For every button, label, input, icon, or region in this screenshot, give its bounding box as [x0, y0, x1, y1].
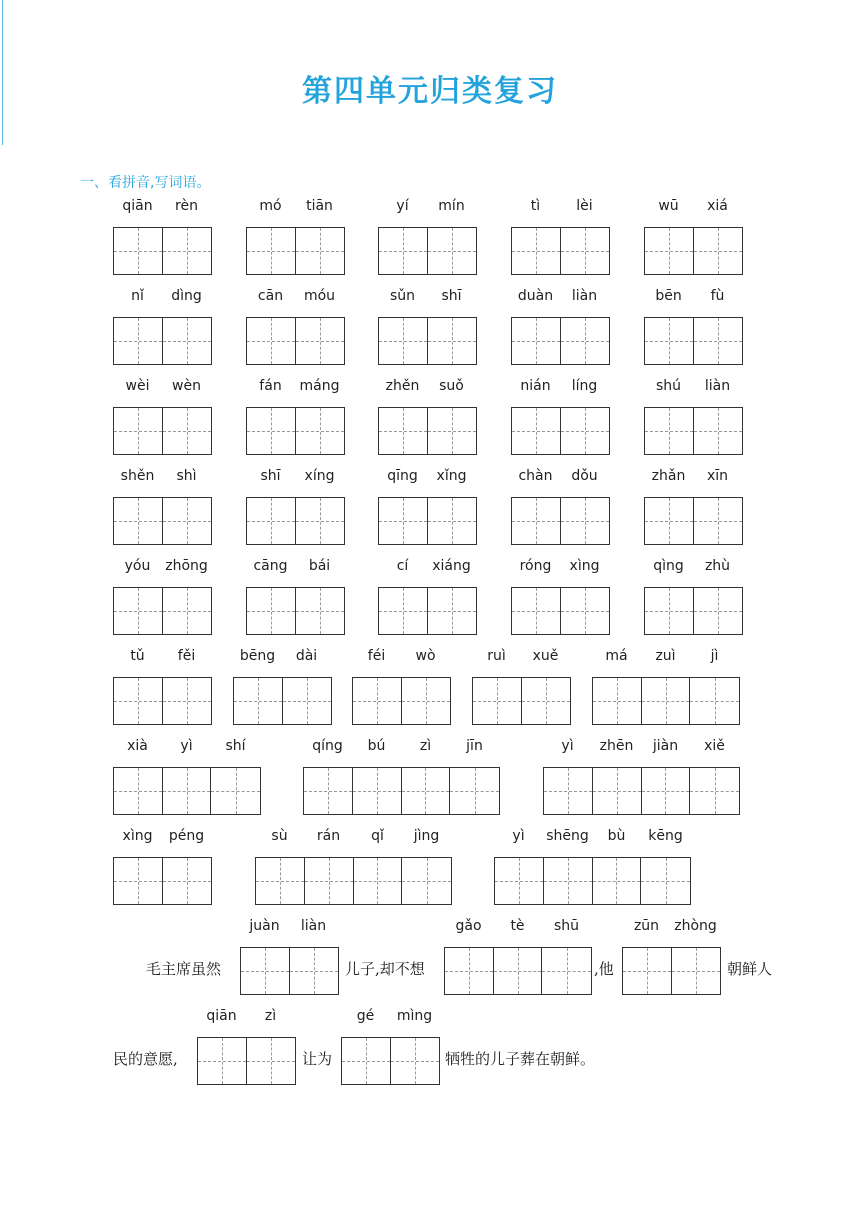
writing-cell[interactable] — [428, 588, 477, 634]
tianzige-grid[interactable] — [197, 1037, 296, 1085]
writing-cell[interactable] — [198, 1038, 247, 1084]
pinyin-syllable: mó — [259, 198, 282, 214]
writing-cell[interactable] — [114, 768, 163, 814]
writing-cell[interactable] — [623, 948, 672, 994]
writing-cell[interactable] — [342, 1038, 391, 1084]
writing-cell[interactable] — [296, 318, 345, 364]
pinyin-syllable: máng — [299, 378, 340, 394]
tianzige-grid[interactable] — [246, 227, 345, 275]
tianzige-grid[interactable] — [113, 677, 212, 725]
sentence-line-2 — [0, 1008, 860, 1098]
tianzige-grid[interactable] — [644, 497, 743, 545]
writing-cell[interactable] — [305, 858, 354, 904]
writing-cell[interactable] — [296, 588, 345, 634]
pinyin-line — [255, 828, 452, 848]
writing-cell[interactable] — [642, 678, 691, 724]
writing-cell[interactable] — [561, 588, 610, 634]
writing-cell[interactable] — [114, 318, 163, 364]
pinyin-syllable: zhǎn — [651, 468, 686, 484]
writing-cell[interactable] — [542, 948, 591, 994]
writing-cell[interactable] — [163, 588, 212, 634]
pinyin-syllable: xiáng — [432, 558, 471, 574]
writing-cell[interactable] — [114, 678, 163, 724]
tianzige-grid[interactable] — [113, 317, 212, 365]
pinyin-syllable: zì — [264, 1008, 277, 1024]
tianzige-grid[interactable] — [113, 857, 212, 905]
pinyin-syllable: tǔ — [130, 648, 145, 664]
writing-cell[interactable] — [241, 948, 290, 994]
pinyin-syllable: xǐng — [436, 468, 467, 484]
tianzige-grid[interactable] — [240, 947, 339, 995]
pinyin-line — [511, 288, 610, 308]
pinyin-line — [511, 198, 610, 218]
writing-cell[interactable] — [402, 678, 451, 724]
writing-cell[interactable] — [402, 858, 451, 904]
pinyin-syllable: fù — [710, 288, 725, 304]
pinyin-syllable: cān — [257, 288, 284, 304]
tianzige-grid[interactable] — [494, 857, 691, 905]
pinyin-line — [113, 378, 212, 398]
tianzige-grid[interactable] — [592, 677, 740, 725]
writing-cell[interactable] — [256, 858, 305, 904]
exercise-row — [0, 558, 860, 648]
tianzige-grid[interactable] — [113, 497, 212, 545]
pinyin-syllable: shū — [553, 918, 580, 934]
writing-cell[interactable] — [694, 408, 743, 454]
writing-cell[interactable] — [561, 498, 610, 544]
tianzige-grid[interactable] — [113, 227, 212, 275]
pinyin-line — [644, 288, 743, 308]
writing-cell[interactable] — [163, 318, 212, 364]
tianzige-grid[interactable] — [352, 677, 451, 725]
pinyin-syllable: shěn — [120, 468, 155, 484]
writing-cell[interactable] — [690, 678, 739, 724]
pinyin-syllable: shú — [655, 378, 682, 394]
sentence-text: 毛主席虽然 — [146, 960, 222, 978]
page-title: 第四单元归类复习 — [302, 74, 558, 109]
sentence-line-1 — [0, 918, 860, 1008]
pinyin-syllable: bú — [367, 738, 386, 754]
writing-cell[interactable] — [379, 318, 428, 364]
writing-cell[interactable] — [163, 678, 212, 724]
pinyin-line — [592, 648, 740, 668]
writing-cell[interactable] — [114, 228, 163, 274]
tianzige-grid[interactable] — [246, 317, 345, 365]
tianzige-grid[interactable] — [622, 947, 721, 995]
pinyin-syllable: zhēn — [599, 738, 634, 754]
writing-cell[interactable] — [296, 228, 345, 274]
pinyin-line — [378, 558, 477, 578]
pinyin-syllable: qiān — [122, 198, 153, 214]
writing-cell[interactable] — [641, 858, 690, 904]
pinyin-syllable: zhòng — [674, 918, 717, 934]
tianzige-grid[interactable] — [644, 317, 743, 365]
pinyin-syllable: zhěn — [385, 378, 420, 394]
section-heading: 一、看拼音,写词语。 — [80, 175, 211, 191]
tianzige-grid[interactable] — [378, 587, 477, 635]
pinyin-syllable: má — [605, 648, 628, 664]
pinyin-syllable: nián — [520, 378, 551, 394]
tianzige-grid[interactable] — [113, 587, 212, 635]
tianzige-grid[interactable] — [378, 317, 477, 365]
pinyin-syllable: zūn — [633, 918, 660, 934]
writing-cell[interactable] — [114, 858, 163, 904]
writing-cell[interactable] — [379, 228, 428, 274]
writing-cell[interactable] — [379, 498, 428, 544]
tianzige-grid[interactable] — [472, 677, 571, 725]
writing-cell[interactable] — [379, 588, 428, 634]
writing-cell[interactable] — [304, 768, 353, 814]
pinyin-line — [113, 468, 212, 488]
tianzige-grid[interactable] — [644, 587, 743, 635]
writing-cell[interactable] — [544, 768, 593, 814]
writing-cell[interactable] — [247, 228, 296, 274]
tianzige-grid[interactable] — [444, 947, 592, 995]
tianzige-grid[interactable] — [233, 677, 332, 725]
exercise-row — [0, 828, 860, 918]
pinyin-line — [113, 558, 212, 578]
tianzige-grid[interactable] — [246, 407, 345, 455]
tianzige-grid[interactable] — [543, 767, 740, 815]
writing-cell[interactable] — [512, 228, 561, 274]
writing-cell[interactable] — [283, 678, 332, 724]
writing-cell[interactable] — [450, 768, 499, 814]
pinyin-syllable: jīn — [466, 738, 483, 754]
pinyin-syllable: zuì — [655, 648, 676, 664]
pinyin-syllable: wèn — [172, 378, 201, 394]
pinyin-line — [644, 198, 743, 218]
sentence-text: 儿子,却不想 — [345, 960, 425, 978]
pinyin-syllable: liàn — [704, 378, 731, 394]
writing-cell[interactable] — [495, 858, 544, 904]
pinyin-syllable: péng — [168, 828, 205, 844]
pinyin-line — [246, 378, 345, 398]
pinyin-syllable: xìng — [569, 558, 600, 574]
pinyin-line — [303, 738, 500, 758]
exercise-row — [0, 648, 860, 738]
pinyin-syllable: lèi — [576, 198, 593, 214]
writing-cell[interactable] — [428, 408, 477, 454]
pinyin-syllable: qīng — [387, 468, 418, 484]
tianzige-grid[interactable] — [246, 497, 345, 545]
pinyin-line — [511, 378, 610, 398]
pinyin-syllable: wū — [658, 198, 679, 214]
exercise-row — [0, 738, 860, 828]
writing-cell[interactable] — [247, 1038, 296, 1084]
pinyin-syllable: féi — [367, 648, 386, 664]
pinyin-syllable: yì — [561, 738, 574, 754]
pinyin-syllable: bái — [308, 558, 331, 574]
pinyin-syllable: xiá — [707, 198, 728, 214]
pinyin-syllable: sù — [271, 828, 288, 844]
pinyin-line — [113, 828, 212, 848]
pinyin-line — [494, 828, 691, 848]
pinyin-syllable: jì — [710, 648, 719, 664]
tianzige-grid[interactable] — [511, 497, 610, 545]
writing-cell[interactable] — [645, 228, 694, 274]
pinyin-syllable: líng — [571, 378, 598, 394]
writing-cell[interactable] — [114, 588, 163, 634]
pinyin-line — [511, 468, 610, 488]
pinyin-syllable: fán — [259, 378, 282, 394]
tianzige-grid[interactable] — [341, 1037, 440, 1085]
pinyin-line — [378, 288, 477, 308]
pinyin-syllable: shī — [441, 288, 462, 304]
writing-cell[interactable] — [593, 858, 642, 904]
pinyin-syllable: duàn — [517, 288, 554, 304]
pinyin-syllable: xīn — [706, 468, 729, 484]
pinyin-line — [246, 198, 345, 218]
pinyin-syllable: nǐ — [131, 288, 144, 304]
exercise-row — [0, 198, 860, 288]
writing-cell[interactable] — [512, 408, 561, 454]
writing-cell[interactable] — [512, 318, 561, 364]
pinyin-syllable: xìng — [122, 828, 153, 844]
writing-cell[interactable] — [473, 678, 522, 724]
writing-cell[interactable] — [114, 498, 163, 544]
pinyin-syllable: yì — [512, 828, 525, 844]
writing-cell[interactable] — [642, 768, 691, 814]
pinyin-line — [378, 378, 477, 398]
pinyin-line — [644, 378, 743, 398]
pinyin-syllable: mìng — [396, 1008, 433, 1024]
writing-cell[interactable] — [163, 858, 212, 904]
pinyin-syllable: chàn — [518, 468, 553, 484]
writing-cell[interactable] — [694, 498, 743, 544]
pinyin-syllable: fěi — [177, 648, 196, 664]
writing-cell[interactable] — [114, 408, 163, 454]
pinyin-syllable: tì — [530, 198, 541, 214]
tianzige-grid[interactable] — [378, 407, 477, 455]
pinyin-line — [378, 198, 477, 218]
tianzige-grid[interactable] — [644, 227, 743, 275]
sentence-text: 朝鲜人 — [727, 960, 773, 978]
tianzige-grid[interactable] — [511, 227, 610, 275]
writing-cell[interactable] — [428, 318, 477, 364]
pinyin-syllable: liàn — [571, 288, 598, 304]
pinyin-syllable: jìng — [413, 828, 440, 844]
pinyin-line — [511, 558, 610, 578]
writing-cell[interactable] — [593, 768, 642, 814]
writing-cell[interactable] — [561, 228, 610, 274]
tianzige-grid[interactable] — [303, 767, 500, 815]
pinyin-syllable: gé — [356, 1008, 375, 1024]
tianzige-grid[interactable] — [246, 587, 345, 635]
writing-cell[interactable] — [296, 498, 345, 544]
tianzige-grid[interactable] — [511, 587, 610, 635]
pinyin-syllable: yí — [396, 198, 409, 214]
tianzige-grid[interactable] — [511, 317, 610, 365]
writing-cell[interactable] — [694, 228, 743, 274]
writing-cell[interactable] — [247, 318, 296, 364]
writing-cell[interactable] — [379, 408, 428, 454]
writing-cell[interactable] — [593, 678, 642, 724]
pinyin-syllable: liàn — [300, 918, 327, 934]
writing-cell[interactable] — [645, 498, 694, 544]
pinyin-syllable: zì — [419, 738, 432, 754]
writing-cell[interactable] — [247, 498, 296, 544]
pinyin-line — [113, 648, 212, 668]
tianzige-grid[interactable] — [644, 407, 743, 455]
pinyin-syllable: zhōng — [165, 558, 208, 574]
sentence-text: ,他 — [594, 960, 614, 978]
pinyin-syllable: ruì — [487, 648, 506, 664]
pinyin-syllable: cāng — [253, 558, 288, 574]
pinyin-syllable: rèn — [175, 198, 198, 214]
pinyin-syllable: tè — [510, 918, 525, 934]
pinyin-syllable: xià — [127, 738, 148, 754]
pinyin-syllable: sǔn — [389, 288, 416, 304]
writing-cell[interactable] — [512, 588, 561, 634]
exercise-row — [0, 468, 860, 558]
pinyin-line — [246, 558, 345, 578]
pinyin-syllable: kēng — [648, 828, 683, 844]
exercise-row — [0, 378, 860, 468]
pinyin-syllable: bēn — [655, 288, 682, 304]
tianzige-grid[interactable] — [255, 857, 452, 905]
writing-cell[interactable] — [247, 588, 296, 634]
writing-cell[interactable] — [690, 768, 739, 814]
exercise-row — [0, 288, 860, 378]
writing-cell[interactable] — [645, 408, 694, 454]
pinyin-syllable: shí — [225, 738, 246, 754]
writing-cell[interactable] — [512, 498, 561, 544]
writing-cell[interactable] — [247, 408, 296, 454]
writing-cell[interactable] — [163, 408, 212, 454]
writing-cell[interactable] — [353, 768, 402, 814]
tianzige-grid[interactable] — [378, 227, 477, 275]
writing-cell[interactable] — [296, 408, 345, 454]
writing-cell[interactable] — [561, 408, 610, 454]
pinyin-line — [644, 558, 743, 578]
writing-cell[interactable] — [445, 948, 494, 994]
writing-cell[interactable] — [163, 768, 212, 814]
writing-cell[interactable] — [645, 588, 694, 634]
pinyin-syllable: qiān — [206, 1008, 237, 1024]
writing-cell[interactable] — [694, 588, 743, 634]
pinyin-line — [246, 288, 345, 308]
writing-cell[interactable] — [391, 1038, 440, 1084]
pinyin-syllable: gǎo — [455, 918, 482, 934]
pinyin-line — [113, 738, 261, 758]
tianzige-grid[interactable] — [511, 407, 610, 455]
pinyin-line — [246, 468, 345, 488]
pinyin-syllable: yì — [180, 738, 193, 754]
pinyin-syllable: wò — [415, 648, 436, 664]
pinyin-line — [341, 1008, 440, 1028]
pinyin-syllable: mín — [438, 198, 465, 214]
writing-cell[interactable] — [694, 318, 743, 364]
pinyin-line — [644, 468, 743, 488]
writing-cell[interactable] — [494, 948, 543, 994]
pinyin-syllable: juàn — [249, 918, 280, 934]
pinyin-syllable: dài — [295, 648, 318, 664]
pinyin-syllable: dǒu — [571, 468, 598, 484]
pinyin-line — [240, 918, 339, 938]
pinyin-syllable: yóu — [124, 558, 151, 574]
pinyin-syllable: zhù — [704, 558, 731, 574]
pinyin-syllable: dìng — [171, 288, 202, 304]
writing-cell[interactable] — [672, 948, 721, 994]
writing-cell[interactable] — [353, 678, 402, 724]
pinyin-syllable: suǒ — [439, 378, 464, 394]
writing-cell[interactable] — [354, 858, 403, 904]
pinyin-syllable: xíng — [304, 468, 335, 484]
writing-cell[interactable] — [290, 948, 339, 994]
writing-cell[interactable] — [402, 768, 451, 814]
tianzige-grid[interactable] — [113, 767, 261, 815]
pinyin-line — [378, 468, 477, 488]
pinyin-syllable: qìng — [653, 558, 684, 574]
pinyin-line — [444, 918, 592, 938]
pinyin-syllable: bēng — [239, 648, 276, 664]
pinyin-syllable: bù — [607, 828, 626, 844]
pinyin-syllable: jiàn — [652, 738, 679, 754]
sentence-text: 民的意愿, — [113, 1050, 178, 1068]
pinyin-syllable: wèi — [125, 378, 150, 394]
writing-cell[interactable] — [428, 228, 477, 274]
pinyin-line — [622, 918, 721, 938]
tianzige-grid[interactable] — [378, 497, 477, 545]
pinyin-syllable: rán — [316, 828, 341, 844]
writing-cell[interactable] — [428, 498, 477, 544]
writing-cell[interactable] — [211, 768, 260, 814]
writing-cell[interactable] — [163, 498, 212, 544]
sentence-text: 牺牲的儿子葬在朝鲜。 — [445, 1050, 596, 1068]
pinyin-line — [352, 648, 451, 668]
pinyin-line — [113, 198, 212, 218]
pinyin-syllable: qíng — [312, 738, 343, 754]
writing-cell[interactable] — [645, 318, 694, 364]
pinyin-line — [472, 648, 571, 668]
pinyin-line — [233, 648, 332, 668]
pinyin-syllable: tiān — [306, 198, 333, 214]
pinyin-syllable: móu — [303, 288, 336, 304]
pinyin-syllable: cí — [396, 558, 409, 574]
pinyin-syllable: róng — [519, 558, 552, 574]
pinyin-syllable: shì — [176, 468, 197, 484]
tianzige-grid[interactable] — [113, 407, 212, 455]
writing-cell[interactable] — [163, 228, 212, 274]
pinyin-syllable: xuě — [532, 648, 559, 664]
pinyin-syllable: qǐ — [371, 828, 384, 844]
writing-cell[interactable] — [522, 678, 571, 724]
writing-cell[interactable] — [234, 678, 283, 724]
pinyin-syllable: xiě — [704, 738, 725, 754]
pinyin-line — [543, 738, 740, 758]
pinyin-syllable: shēng — [546, 828, 589, 844]
writing-cell[interactable] — [561, 318, 610, 364]
sentence-text: 让为 — [302, 1050, 333, 1068]
writing-cell[interactable] — [544, 858, 593, 904]
pinyin-syllable: shī — [260, 468, 281, 484]
pinyin-line — [113, 288, 212, 308]
pinyin-line — [197, 1008, 296, 1028]
